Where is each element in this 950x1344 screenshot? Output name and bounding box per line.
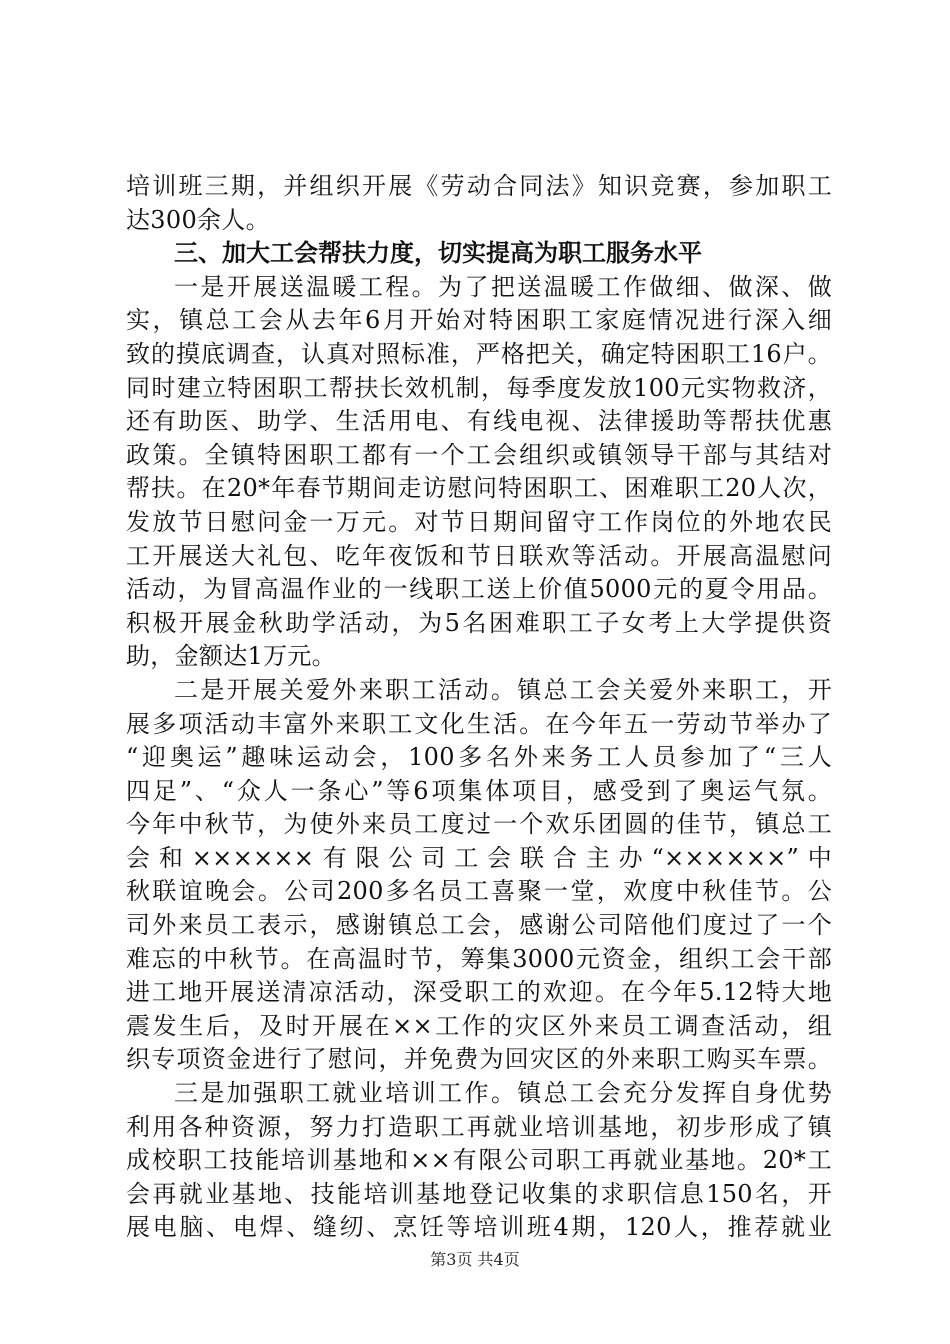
text-line: 积极开展金秋助学活动，为5名困难职工子女考上大学提供资 xyxy=(126,608,832,637)
text-line: 会和××××××有限公司工会联合主办“××××××”中 xyxy=(126,843,832,872)
text-line: 司外来员工表示，感谢镇总工会，感谢公司陪他们度过了一个 xyxy=(126,911,832,940)
text-line: 实，镇总工会从去年6月开始对特困职工家庭情况进行深入细 xyxy=(126,306,832,335)
text-line: 织专项资金进行了慰问，并免费为回灾区的外来职工购买车票。 xyxy=(126,1045,832,1074)
text-line: 震发生后，及时开展在××工作的灾区外来员工调查活动，组 xyxy=(126,1011,832,1040)
page-footer: 第3页 共4页 xyxy=(430,1250,520,1269)
text-line: 利用各种资源，努力打造职工再就业培训基地，初步形成了镇 xyxy=(126,1112,832,1141)
text-line: 帮扶。在20*年春节期间走访慰问特困职工、困难职工20人次， xyxy=(126,474,832,503)
text-line: 今年中秋节，为使外来员工度过一个欢乐团圆的佳节，镇总工 xyxy=(126,810,832,839)
text-line: 进工地开展送清凉活动，深受职工的欢迎。在今年5.12特大地 xyxy=(126,978,832,1007)
paragraph-first-line: 三是加强职工就业培训工作。镇总工会充分发挥自身优势 xyxy=(174,1079,832,1108)
text-line: 培训班三期，并组织开展《劳动合同法》知识竞赛，参加职工 xyxy=(126,172,832,200)
text-line: 政策。全镇特困职工都有一个工会组织或镇领导干部与其结对 xyxy=(126,440,832,469)
text-line: 工开展送大礼包、吃年夜饭和节日联欢等活动。开展高温慰问 xyxy=(126,541,832,570)
text-line: 活动，为冒高温作业的一线职工送上价值5000元的夏令用品。 xyxy=(126,575,832,604)
text-line: 展多项活动丰富外来职工文化生活。在今年五一劳动节举办了 xyxy=(126,709,832,738)
text-line: 同时建立特困职工帮扶长效机制，每季度发放100元实物救济， xyxy=(126,373,832,402)
text-line: 还有助医、助学、生活用电、有线电视、法律援助等帮扶优惠 xyxy=(126,407,832,436)
document-body xyxy=(126,170,832,1245)
text-line: 发放节日慰问金一万元。对节日期间留守工作岗位的外地农民 xyxy=(126,507,832,536)
paragraph-first-line: 一是开展送温暖工程。为了把送温暖工作做细、做深、做 xyxy=(174,272,832,301)
text-line: “迎奥运”趣味运动会，100多名外来务工人员参加了“三人 xyxy=(126,743,832,772)
text-line: 成校职工技能培训基地和××有限公司职工再就业基地。20*工 xyxy=(126,1146,832,1175)
text-line: 达300余人。 xyxy=(126,205,270,234)
section-heading: 三、加大工会帮扶力度，切实提高为职工服务水平 xyxy=(174,239,702,268)
text-line: 难忘的中秋节。在高温时节，筹集3000元资金，组织工会干部 xyxy=(126,944,832,973)
text-line: 展电脑、电焊、缝纫、烹饪等培训班4期，120人，推荐就业 xyxy=(126,1213,832,1242)
text-line: 会再就业基地、技能培训基地登记收集的求职信息150名，开 xyxy=(126,1179,832,1208)
text-line: 助，金额达1万元。 xyxy=(126,642,336,671)
paragraph-first-line: 二是开展关爱外来职工活动。镇总工会关爱外来职工，开 xyxy=(174,675,832,704)
text-line: 致的摸底调查，认真对照标准，严格把关，确定特困职工16户。 xyxy=(126,339,832,368)
text-line: 四足”、“众人一条心”等6项集体项目，感受到了奥运气氛。 xyxy=(126,776,832,805)
text-line: 秋联谊晚会。公司200多名员工喜聚一堂，欢度中秋佳节。公 xyxy=(126,877,832,906)
